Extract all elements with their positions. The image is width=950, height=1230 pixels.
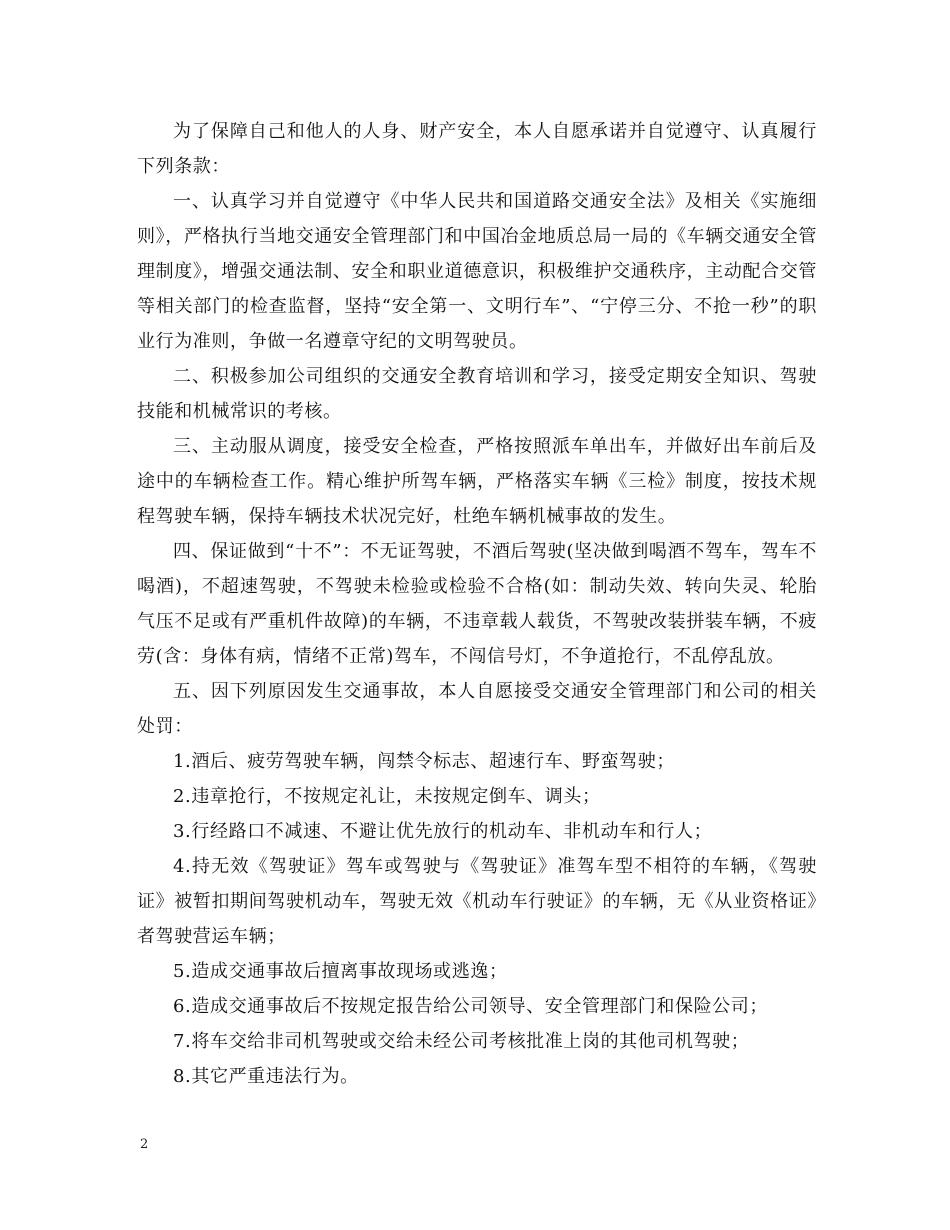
penalty-item-6: 6.造成交通事故后不按规定报告给公司领导、安全管理部门和保险公司； [173, 996, 768, 1017]
clause-3-paragraph: 三、主动服从调度，接受安全检查，严格按照派车单出车，并做好出车前后及途中的车辆检查工作。精心维护所驾车辆，严格落实车辆《三检》制度，按技术规程驾驶车辆，保持车辆技术状况完好，杜绝车辆机械事故的发生。 [137, 436, 817, 527]
penalty-item-3: 3.行经路口不减速、不避让优先放行的机动车、非机动车和行人； [173, 821, 713, 842]
clause-4-paragraph: 四、保证做到“十不”：不无证驾驶，不酒后驾驶(坚决做到喝酒不驾车，驾车不喝酒)，不超速驾驶，不驾驶未检验或检验不合格(如：制动失效、转向失灵、轮胎气压不足或有严重机件故障)的车辆，不违章载人载货，不驾驶改装拼装车辆，不疲劳(含：身体有病，情绪不正常)驾车，不闯信号灯，不争道抢行，不乱停乱放。 [137, 541, 817, 667]
penalty-item-7: 7.将车交给非司机驾驶或交给未经公司考核批准上岗的其他司机驾驶； [173, 1031, 750, 1052]
document-body [137, 114, 817, 1094]
clause-1-paragraph: 一、认真学习并自觉遵守《中华人民共和国道路交通安全法》及相关《实施细则》，严格执行当地交通安全管理部门和中国冶金地质总局一局的《车辆交通安全管理制度》，增强交通法制、安全和职业道德意识，积极维护交通秩序，主动配合交管等相关部门的检查监督，坚持“安全第一、文明行车”、“宁停三分、不抢一秒”的职业行为准则，争做一名遵章守纪的文明驾驶员。 [137, 191, 817, 352]
penalty-item-1: 1.酒后、疲劳驾驶车辆，闯禁令标志、超速行车、野蛮驾驶； [173, 751, 675, 772]
clause-5-paragraph: 五、因下列原因发生交通事故，本人自愿接受交通安全管理部门和公司的相关处罚： [137, 681, 817, 737]
page-number: 2 [140, 1137, 149, 1152]
penalty-item-5: 5.造成交通事故后擅离事故现场或逃逸； [173, 961, 508, 982]
penalty-item-2: 2.违章抢行，不按规定礼让，未按规定倒车、调头； [173, 786, 601, 807]
penalty-item-4: 4.持无效《驾驶证》驾车或驾驶与《驾驶证》准驾车型不相符的车辆，《驾驶证》被暂扣期间驾驶机动车，驾驶无效《机动车行驶证》的车辆，无《从业资格证》者驾驶营运车辆； [137, 856, 817, 947]
penalty-item-8: 8.其它严重违法行为。 [173, 1066, 359, 1087]
intro-paragraph: 为了保障自己和他人的人身、财产安全，本人自愿承诺并自觉遵守、认真履行下列条款： [137, 121, 817, 177]
clause-2-paragraph: 二、积极参加公司组织的交通安全教育培训和学习，接受定期安全知识、驾驶技能和机械常识的考核。 [137, 366, 817, 422]
